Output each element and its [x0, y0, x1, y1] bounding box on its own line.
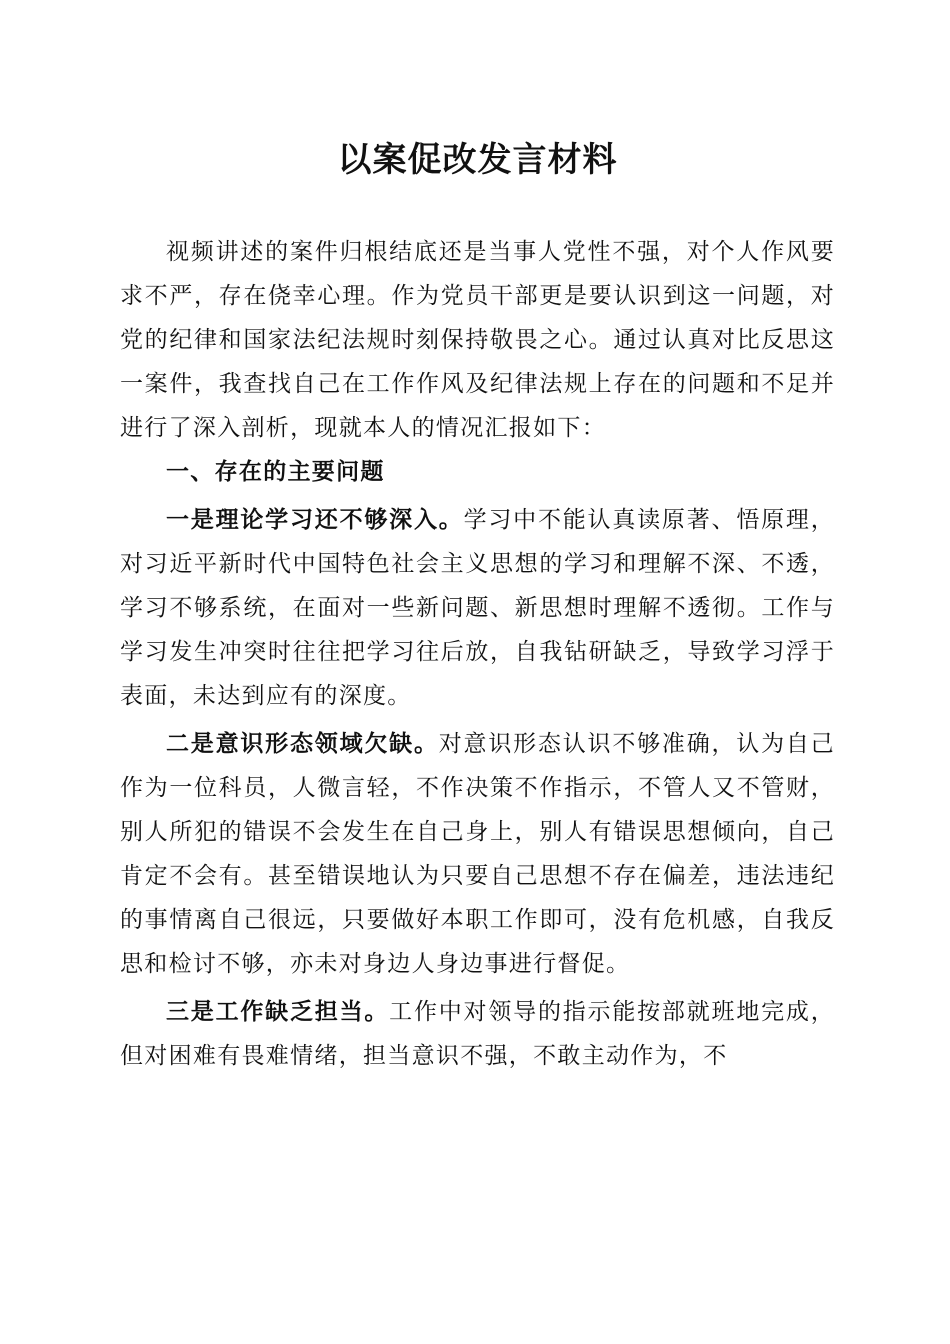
- problem-item-1-lead: 一是理论学习还不够深入。: [166, 506, 464, 533]
- document-page: [120, 0, 835, 1344]
- problem-item-2-lead: 二是意识形态领域欠缺。: [166, 730, 439, 757]
- intro-paragraph: 视频讲述的案件归根结底还是当事人党性不强，对个人作风要求不严，存在侥幸心理。作为党员干部更是要认识到这一问题，对党的纪律和国家法纪法规时刻保持敬畏之心。通过认真对比反思这一案件，我查找自己在工作作风及纪律法规上存在的问题和不足并进行了深入剖析，现就本人的情况汇报如下：: [120, 239, 835, 441]
- problem-item-2: [120, 722, 835, 986]
- problem-item-3-text: 工作中对领导的指示能按部就班地完成，但对困难有畏难情绪，担当意识不强，不敢主动作为，不: [120, 999, 836, 1069]
- document-title: 以案促改发言材料: [337, 140, 618, 180]
- problem-item-3-lead: 三是工作缺乏担当。: [166, 998, 390, 1025]
- problem-item-1: [120, 498, 835, 718]
- problem-item-3: [120, 990, 835, 1078]
- problem-item-2-text: 对意识形态认识不够准确，认为自己作为一位科员，人微言轻，不作决策不作指示，不管人又不管财，别人所犯的错误不会发生在自己身上，别人有错误思想倾向，自己肯定不会有。甚至错误地认为只要自己思想不存在偏差，违法违纪的事情离自己很远，只要做好本职工作即可，没有危机感，自我反思和检讨不够，亦未对身边人身边事进行督促。: [120, 731, 835, 977]
- document-body: [120, 230, 835, 1078]
- problem-item-1-text: 学习中不能认真读原著、悟原理，对习近平新时代中国特色社会主义思想的学习和理解不深、不透，学习不够系统，在面对一些新问题、新思想时理解不透彻。工作与学习发生冲突时往往把学习往后放，自我钻研缺乏，导致学习浮于表面，未达到应有的深度。: [120, 507, 836, 709]
- section-heading: 一、存在的主要问题: [166, 459, 385, 485]
